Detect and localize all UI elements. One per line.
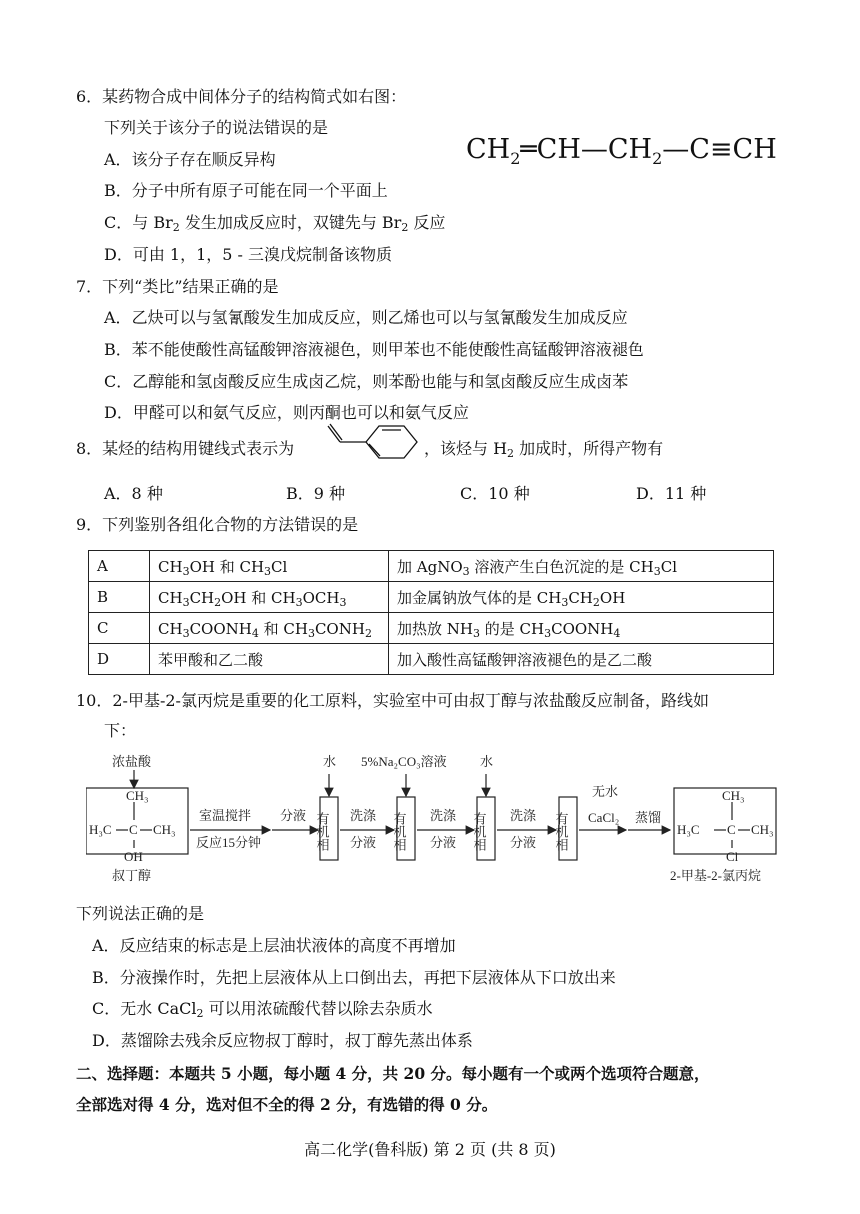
svg-text:CH₃: CH₃ [153,822,176,837]
svg-text:有机相: 有机相 [471,812,487,851]
svg-text:分液: 分液 [430,835,457,850]
flow-start-name: 叔丁醇 [112,868,152,883]
svg-text:H₃C: H₃C [677,822,700,837]
q6-structure: $CH_2═CH—CH_2—C\equiv CH$ [466,134,777,168]
svg-text:室温搅拌: 室温搅拌 [199,808,252,823]
q10-stem: 10．2-甲基-2-氯丙烷是重要的化工原料，实验室中可由叔丁醇与浓盐酸反应制备，路线如 [76,691,709,710]
svg-text:洗涤: 洗涤 [510,808,537,823]
q9-row-b [89,582,774,613]
q9-cell-label: D [89,644,150,675]
q6-stem: 6．某药物合成中间体分子的结构简式如右图： [76,87,407,106]
section2-line2: 全部选对得 4 分，选对但不全的得 2 分，有选错的得 0 分。 [76,1095,498,1114]
svg-text:有机相: 有机相 [391,812,407,851]
flow-product-name: 2-甲基-2-氯丙烷 [670,868,761,883]
q8-option-a: A．8 种 [104,484,163,503]
q6-option-b: B．分子中所有原子可能在同一个平面上 [104,181,388,200]
q9-cell-compounds: 苯甲酸和乙二酸 [150,644,389,675]
q8-stem-tail: ，该烃与 $H_2$ 加成时，所得产物有 [424,439,664,460]
section2-line1: 二、选择题：本题共 5 小题，每小题 4 分，共 20 分。每小题有一个或两个选项符合题意， [76,1064,710,1083]
q9-row-a [89,551,774,582]
q7-stem: 7．下列“类比”结果正确的是 [76,277,279,296]
svg-text:OH: OH [124,849,143,864]
svg-text:水: 水 [480,754,494,769]
svg-text:水: 水 [323,754,337,769]
q9-row-c [89,613,774,644]
svg-text:CH₃: CH₃ [751,822,774,837]
q9-cell-compounds: $CH_3COONH_4$ 和 $CH_3CONH_2$ [150,613,389,644]
svg-text:洗涤: 洗涤 [430,808,457,823]
q9-row-d [89,644,774,675]
q8-option-b: B．9 种 [286,484,346,503]
q9-table [88,550,774,675]
q7-option-d: D．甲醛可以和氨气反应，则丙酮也可以和氨气反应 [104,403,469,422]
svg-text:洗涤: 洗涤 [350,808,377,823]
q6-option-d: D．可由 1，1，5 - 三溴戊烷制备该物质 [104,245,393,264]
q10-option-b: B．分液操作时，先把上层液体从上口倒出去，再把下层液体从下口放出来 [92,968,616,987]
q10-flow-diagram [86,752,786,892]
q9-cell-compounds: $CH_3OH$ 和 $CH_3Cl$ [150,551,389,582]
q10-stem-cont: 下： [104,721,137,740]
svg-text:Cl: Cl [726,849,739,864]
svg-text:分液: 分液 [510,835,537,850]
q9-cell-label: C [89,613,150,644]
svg-text:分液: 分液 [280,808,307,823]
svg-text:CH₃: CH₃ [722,788,745,803]
svg-text:分液: 分液 [350,835,377,850]
flow-reagent-hcl: 浓盐酸 [112,754,152,769]
svg-text:CaCl₂: CaCl₂ [588,810,620,825]
q9-cell-method: 加金属钠放气体的是 $CH_3CH_2OH$ [389,582,774,613]
q9-cell-method: 加 AgNO$_3$ 溶液产生白色沉淀的是 $CH_3Cl$ [389,551,774,582]
q9-cell-label: B [89,582,150,613]
q8-skeletal-structure [322,418,422,474]
q9-stem: 9．下列鉴别各组化合物的方法错误的是 [76,515,359,534]
q7-option-c: C．乙醇能和氢卤酸反应生成卤乙烷，则苯酚也能与和氢卤酸反应生成卤苯 [104,372,629,391]
svg-text:C: C [129,822,138,837]
svg-text:无水: 无水 [592,784,619,799]
q10-option-d: D．蒸馏除去残余反应物叔丁醇时，叔丁醇先蒸出体系 [92,1031,473,1050]
svg-text:CH₃: CH₃ [126,788,149,803]
q8-option-d: D．11 种 [636,484,707,503]
q7-option-b: B．苯不能使酸性高锰酸钾溶液褪色，则甲苯也不能使酸性高锰酸钾溶液褪色 [104,340,644,359]
svg-text:5%Na₂CO₃溶液: 5%Na₂CO₃溶液 [361,754,447,769]
q8-stem: 8．某烃的结构用键线式表示为 [76,439,295,458]
page-footer: 高二化学(鲁科版) 第 2 页 (共 8 页) [304,1140,556,1159]
q9-cell-method: 加入酸性高锰酸钾溶液褪色的是乙二酸 [389,644,774,675]
svg-text:有机相: 有机相 [553,812,569,851]
q10-ask: 下列说法正确的是 [76,904,205,923]
q6-option-a: A．该分子存在顺反异构 [104,150,276,169]
q6-option-c: C．与 $Br_2$ 发生加成反应时，双键先与 $Br_2$ 反应 [104,213,446,234]
svg-text:H₃C: H₃C [89,822,112,837]
svg-text:反应15分钟: 反应15分钟 [196,835,262,850]
q10-option-a: A．反应结束的标志是上层油状液体的高度不再增加 [92,936,456,955]
q9-cell-label: A [89,551,150,582]
q6-ask: 下列关于该分子的说法错误的是 [104,118,329,137]
q9-cell-method: 加热放 $NH_3$ 的是 $CH_3COONH_4$ [389,613,774,644]
q7-option-a: A．乙炔可以与氢氰酸发生加成反应，则乙烯也可以与氢氰酸发生加成反应 [104,308,628,327]
svg-text:蒸馏: 蒸馏 [635,810,662,825]
q9-cell-compounds: $CH_3CH_2OH$ 和 $CH_3OCH_3$ [150,582,389,613]
svg-text:C: C [727,822,736,837]
svg-text:有机相: 有机相 [314,812,330,851]
q8-option-c: C．10 种 [460,484,530,503]
q10-option-c: C．无水 CaCl$_2$ 可以用浓硫酸代替以除去杂质水 [92,999,433,1020]
